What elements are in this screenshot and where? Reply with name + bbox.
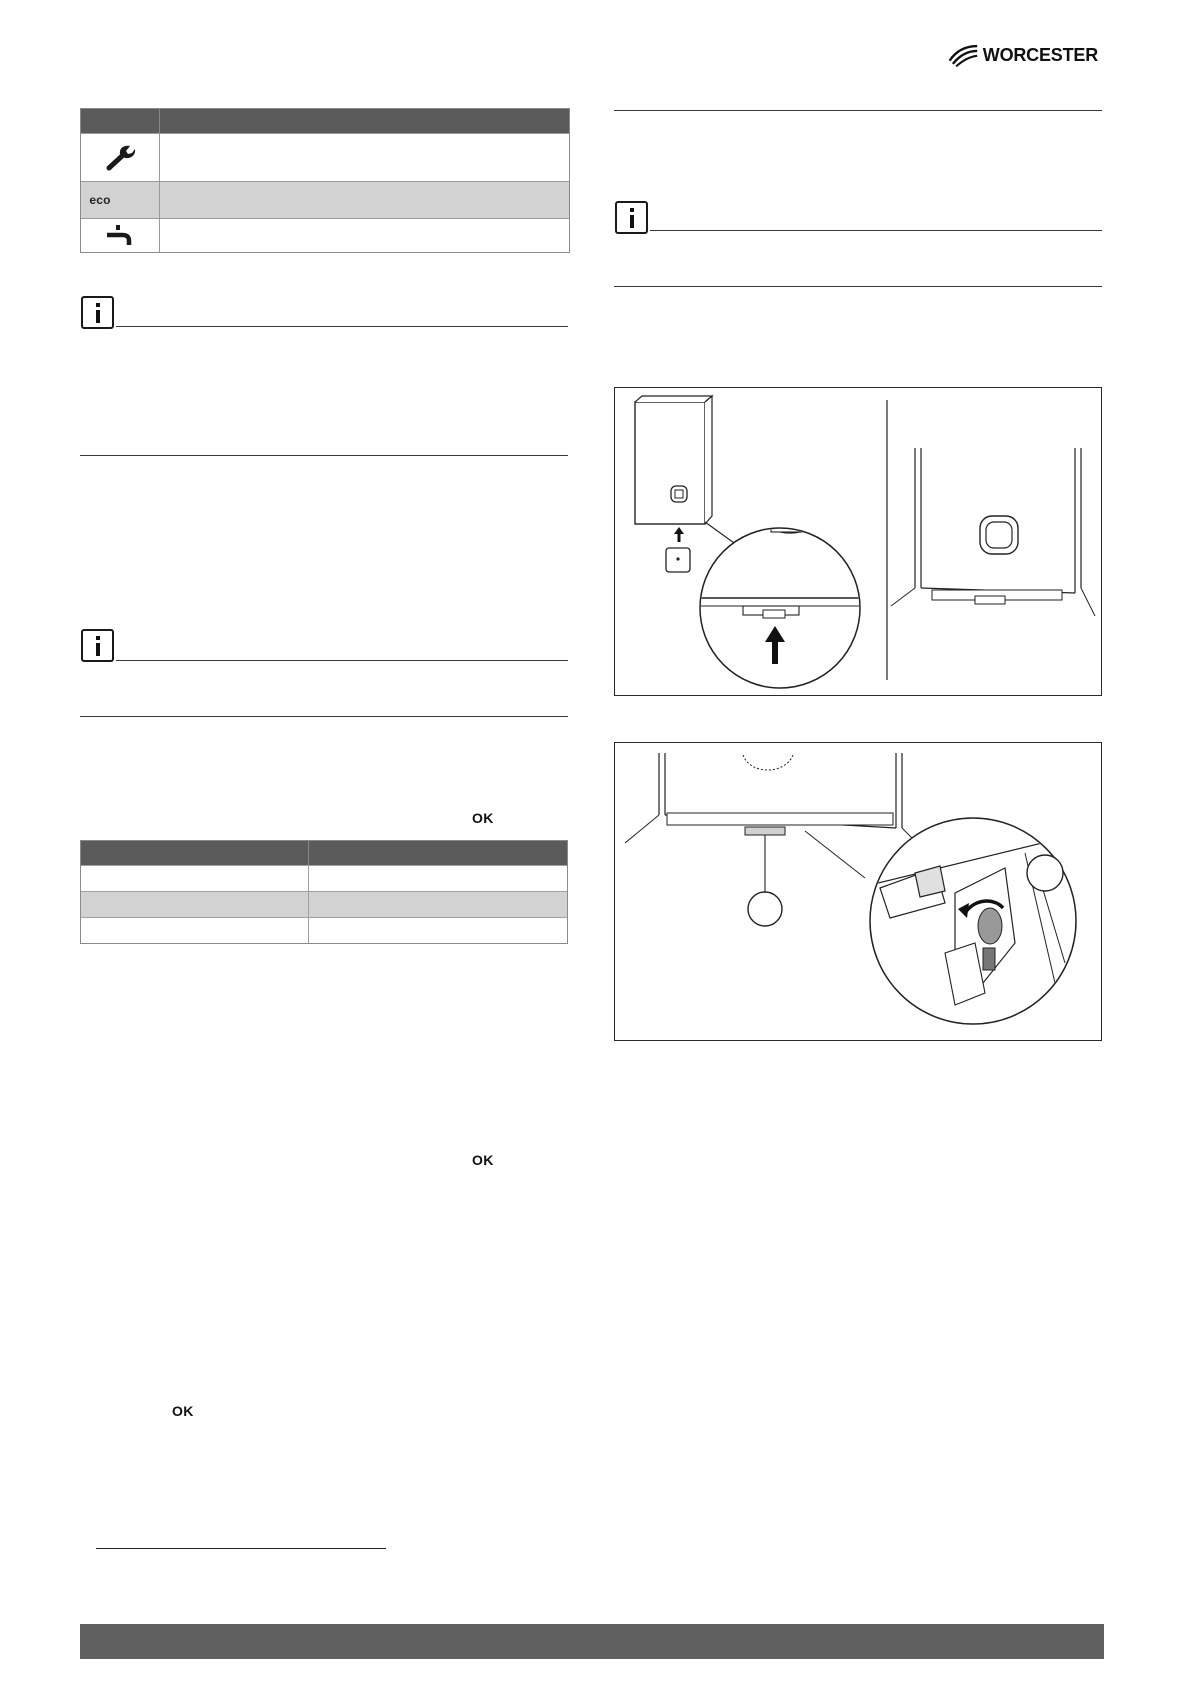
section-divider (614, 110, 1102, 111)
worcester-logo (948, 38, 1098, 72)
ok-button-label: OK (172, 1403, 194, 1419)
info-divider (650, 230, 1102, 231)
table-row (81, 181, 569, 218)
table-row (81, 218, 569, 252)
wrench-icon (103, 143, 137, 173)
info-icon (81, 629, 114, 662)
table-row (81, 917, 567, 943)
info-icon (81, 296, 114, 329)
info-divider (116, 660, 568, 661)
footer-bar (80, 1624, 1104, 1659)
info-divider (116, 326, 568, 327)
ok-button-label: OK (472, 1152, 494, 1168)
brand-name: WORCESTER (982, 44, 1098, 65)
table-header (81, 841, 567, 865)
settings-table (80, 840, 568, 944)
boiler-illustration (615, 388, 1102, 696)
worcester-swoosh-icon (948, 40, 979, 70)
info-icon (615, 201, 648, 234)
section-divider (614, 286, 1102, 287)
table-row (81, 891, 567, 917)
figure-panel-install (614, 387, 1102, 696)
ok-button-label: OK (472, 810, 494, 826)
table-header (81, 109, 569, 133)
boiler-detail-illustration (615, 743, 1102, 1041)
eco-icon: eco (89, 193, 111, 207)
table-row (81, 865, 567, 891)
table-row (81, 133, 569, 181)
footnote-divider (96, 1548, 386, 1549)
figure-panel-detail (614, 742, 1102, 1041)
section-divider (80, 455, 568, 456)
mode-table (80, 108, 570, 253)
section-divider (80, 716, 568, 717)
tap-icon (105, 223, 135, 249)
